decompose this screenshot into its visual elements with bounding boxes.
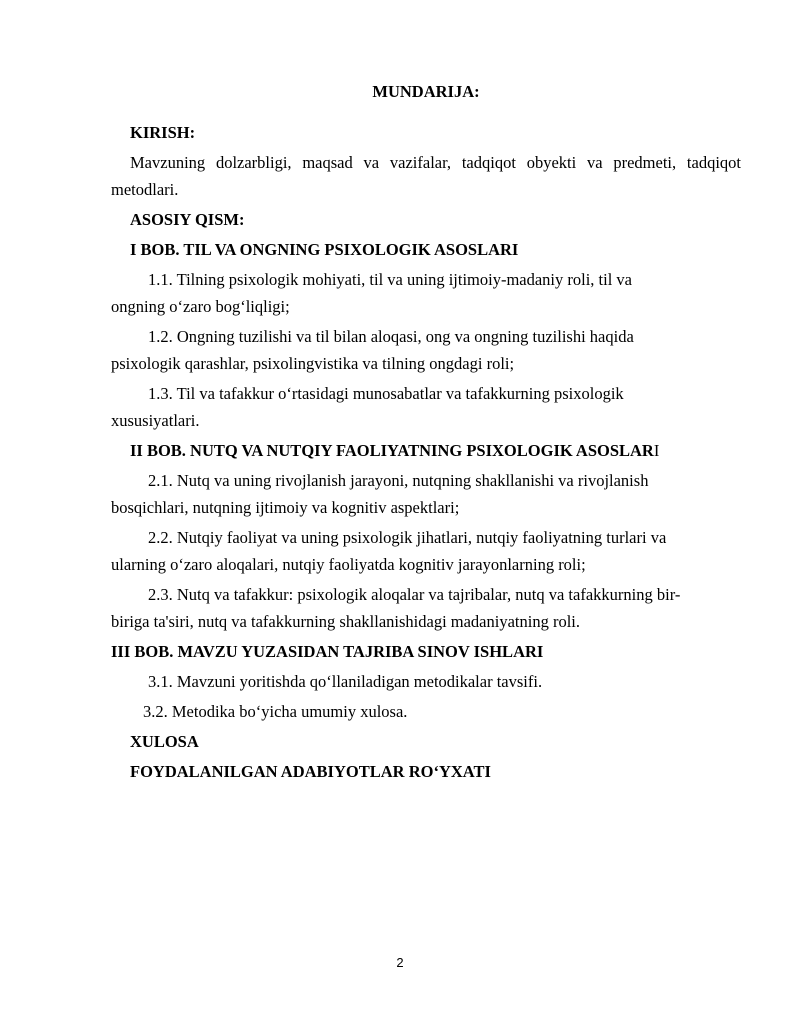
section-heading-references: FOYDALANILGAN ADABIYOTLAR RO‘YXATI [130, 762, 491, 781]
toc-item-2-2 [111, 524, 741, 578]
chapter-2-heading-text: II BOB. NUTQ VA NUTQIY FAOLIYATNING PSIXOLOGIK ASOSLAR [130, 441, 654, 460]
toc-item-1-1 [111, 266, 741, 320]
toc-item-2-3 [111, 581, 741, 635]
chapter-3-heading: III BOB. MAVZU YUZASIDAN TAJRIBA SINOV ISHLARI [111, 642, 544, 661]
page-number: 2 [396, 955, 404, 970]
toc-item-line: bosqichlari, nutqning ijtimoiy va kognitiv aspektlari; [111, 498, 460, 517]
chapter-1-heading: I BOB. TIL VA ONGNING PSIXOLOGIK ASOSLARI [130, 240, 519, 259]
chapter-2-heading [111, 437, 741, 464]
toc-item-3-2 [111, 698, 741, 725]
toc-item-line: 1.1. Tilning psixologik mohiyati, til va uning ijtimoiy-madaniy roli, til va [148, 270, 633, 289]
toc-item-1-2 [111, 323, 741, 377]
toc-item-line: ongning o‘zaro bog‘liqligi; [111, 297, 290, 316]
toc-item-line: 1.2. Ongning tuzilishi va til bilan aloqasi, ong va ongning tuzilishi haqida [148, 327, 634, 346]
toc-item-line: 2.1. Nutq va uning rivojlanish jarayoni, nutqning shakllanishi va rivojlanish [148, 471, 649, 490]
kirish-text-line2: metodlari. [111, 180, 179, 199]
toc-item-line: ularning o‘zaro aloqalari, nutqiy faoliyatda kognitiv jarayonlarning roli; [111, 555, 586, 574]
toc-item-line: xususiyatlari. [111, 411, 200, 430]
toc-item-line: 2.2. Nutqiy faoliyat va uning psixologik jihatlari, nutqiy faoliyatning turlari va [148, 528, 667, 547]
page-title: MUNDARIJA: [372, 82, 480, 101]
toc-item-line: 1.3. Til va tafakkur o‘rtasidagi munosabatlar va tafakkurning psixologik [148, 384, 624, 403]
section-heading-asosiy: ASOSIY QISM: [130, 210, 245, 229]
toc-item-line: 3.2. Metodika bo‘yicha umumiy xulosa. [143, 702, 408, 721]
kirish-text-line1: Mavzuning dolzarbligi, maqsad va vazifalar, tadqiqot obyekti va predmeti, tadqiqot [130, 153, 741, 172]
section-heading-kirish: KIRISH: [130, 123, 196, 142]
toc-item-line: psixologik qarashlar, psixolingvistika va tilning ongdagi roli; [111, 354, 515, 373]
toc-item-3-1 [111, 668, 741, 695]
kirish-description [111, 149, 741, 203]
chapter-2-heading-tail: I [653, 441, 660, 460]
table-of-contents [111, 78, 741, 785]
toc-item-2-1 [111, 467, 741, 521]
section-heading-xulosa: XULOSA [130, 732, 199, 751]
toc-item-line: 3.1. Mavzuni yoritishda qo‘llaniladigan metodikalar tavsifi. [148, 672, 543, 691]
toc-item-line: 2.3. Nutq va tafakkur: psixologik aloqalar va tajribalar, nutq va tafakkurning bir- [148, 585, 681, 604]
toc-item-line: biriga ta'siri, nutq va tafakkurning shakllanishidagi madaniyatning roli. [111, 612, 580, 631]
toc-item-1-3 [111, 380, 741, 434]
